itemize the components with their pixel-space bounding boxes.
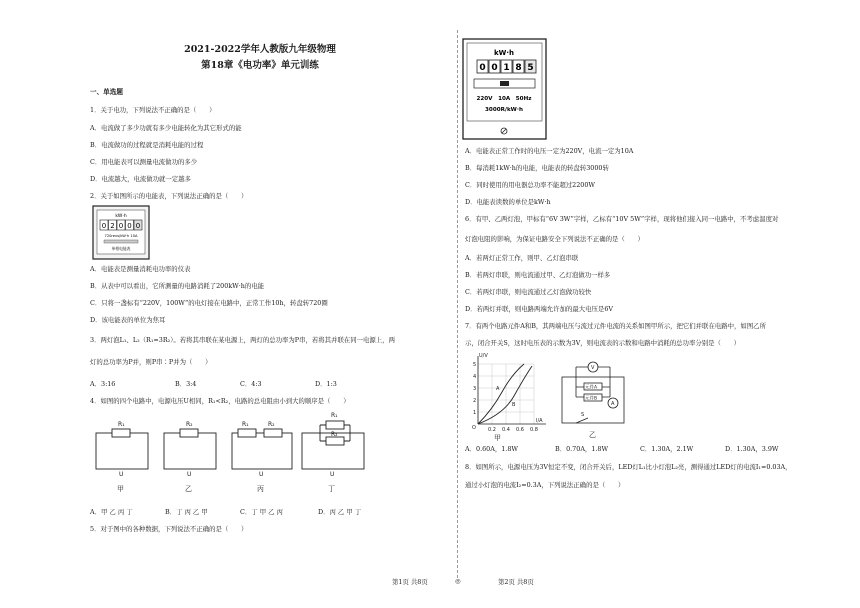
section-heading: 一、单选题 — [90, 88, 123, 96]
q1-option-a: A．电流做了多少功就有多少电能转化为其它形式的能 — [90, 124, 242, 132]
curve-b-label: B — [512, 402, 516, 408]
question-6: 6．有甲、乙两灯泡，甲标有“6V 3W”字样，乙标有“10V 5W”字样，现将他们接入同一电路中，不考虑温度对 — [465, 215, 779, 223]
meter-large-digit: 5 — [527, 63, 534, 73]
ammeter-label: A — [611, 401, 615, 407]
footer-page-left: 第1页 共8页 — [392, 578, 428, 586]
graph-ylabel: U/V — [479, 353, 488, 359]
q4-circuits-figure — [88, 405, 388, 501]
label-r2: R₂ — [268, 421, 275, 428]
q3-option-c: C．4:3 — [240, 380, 262, 388]
q6-option-b: B．若两灯串联，则电流通过甲、乙灯泡做功一样多 — [465, 271, 611, 279]
q5-option-c: C．同时使用的用电器总功率不能超过2200W — [465, 181, 595, 189]
graph-ytick: 1 — [473, 410, 477, 416]
question-6-cont: 灯泡电阻的影响，为保证电路安全下列说法不正确的是（ ） — [465, 235, 644, 243]
graph-origin: O — [472, 425, 476, 431]
graph-xtick: 0.4 — [502, 427, 510, 433]
meter-small-digit: 0 — [127, 222, 132, 230]
circuit-caption-ding: 丁 — [328, 485, 335, 493]
circuit-u: U — [330, 471, 335, 478]
element-a-label: 元件A — [585, 385, 598, 391]
meter-large-unit: kW·h — [493, 49, 515, 57]
meter-small-label: 单相电能表 — [111, 246, 131, 251]
circuit-u: U — [119, 471, 124, 478]
voltmeter-label: V — [591, 365, 595, 371]
meter-large-digit: 1 — [503, 63, 510, 73]
meter-large-digit: 0 — [491, 63, 498, 73]
circuit-caption-jia: 甲 — [117, 485, 124, 493]
q5-option-d: D．电能表读数的单位是kW·h — [465, 198, 551, 206]
meter-small-spec: 720revs/kW·h 10A — [104, 234, 138, 238]
footer-page-right: 第2页 共8页 — [498, 578, 534, 586]
curve-a — [478, 364, 524, 424]
q2-option-c: C．只将一盏标有“220V，100W”的电灯接在电路中，正常工作10h，转盘转720圈 — [90, 299, 328, 307]
q7-graph-jia — [466, 350, 551, 442]
graph-ytick: 4 — [473, 374, 477, 380]
meter-small-digits — [100, 220, 142, 230]
element-b-label: 元件B — [585, 396, 598, 402]
meter-small-unit: kW·h — [115, 214, 127, 219]
q7-option-b: B．0.70A，1.8W — [555, 445, 609, 453]
q4-option-b: B．丁 丙 乙 甲 — [165, 508, 208, 516]
question-4: 4．如图的四个电路中，电源电压U相同，R₁<R₂，电路的总电阻由小到大的顺序是（ ） — [90, 397, 350, 405]
label-r2: R₂ — [331, 431, 338, 438]
q5-option-a: A．电能表正常工作时的电压一定为220V，电流一定为10A — [465, 147, 634, 155]
meter-small-digit: 2 — [110, 222, 115, 230]
meter-large-spec: 220V 10A 50Hz — [476, 96, 532, 102]
q1-option-b: B．电流做功的过程就是消耗电能的过程 — [90, 141, 204, 149]
q3-option-b: B．3:4 — [175, 380, 197, 388]
meter-large-rev: 3000R/kW·h — [485, 107, 523, 113]
meter-small-disc — [104, 240, 138, 243]
graph-xtick: 0.8 — [530, 427, 538, 433]
question-3: 3．两灯泡L₁、L₂（R₁=3R₂）。若将其串联在某电源上，两灯的总功率为P串，若将其并联在同一电源上，两 — [90, 336, 395, 344]
question-2: 2．关于如图所示的电能表，下列说法正确的是（ ） — [90, 192, 248, 200]
graph-xlabel: I/A — [536, 418, 543, 424]
circuit-caption: 乙 — [589, 431, 596, 439]
label-r1: R₁ — [242, 421, 249, 428]
question-8-cont: 通过小灯泡的电流I₂=0.3A，下列说法正确的是（ ） — [465, 481, 625, 489]
q4-option-a: A．甲 乙 丙 丁 — [90, 508, 133, 516]
graph-xtick: 0.6 — [516, 427, 524, 433]
footer-center-mark: ◎ — [455, 577, 461, 585]
q7-option-a: A．0.60A，1.8W — [465, 445, 518, 453]
meter-large-digit: 0 — [479, 63, 486, 73]
page-divider — [457, 30, 458, 578]
q3-option-a: A．3:16 — [90, 380, 116, 388]
label-r1: R₁ — [331, 412, 338, 419]
graph-ytick: 3 — [473, 386, 477, 392]
graph-caption: 甲 — [494, 434, 501, 442]
q6-option-a: A．若两灯正常工作，则甲、乙灯泡串联 — [465, 254, 579, 262]
meter-small-digit: 0 — [135, 222, 141, 230]
label-r1: R₁ — [118, 421, 125, 428]
question-5: 5．对于图中的各种数据，下列说法不正确的是（ ） — [90, 525, 248, 533]
meter-small-digit: 0 — [118, 222, 124, 230]
q5-option-b: B．每消耗1kW·h的电能，电能表的转盘转3000转 — [465, 164, 609, 172]
q2-option-a: A．电能表是测量消耗电功率的仪表 — [90, 265, 191, 273]
q7-circuit-yi — [556, 355, 632, 440]
switch-label: S — [581, 412, 585, 418]
q7-option-d: D．1.30A，3.9W — [725, 445, 779, 453]
q7-option-c: C．1.30A，2.1W — [640, 445, 694, 453]
circuit-caption-yi: 乙 — [185, 485, 192, 493]
question-1: 1．关于电功，下列说法不正确的是（ ） — [90, 106, 216, 114]
doc-title-line2: 第18章《电功率》单元训练 — [201, 60, 319, 71]
energy-meter-figure-large — [462, 38, 547, 140]
q3-option-d: D．1:3 — [315, 380, 337, 388]
q4-option-d: D．丙 乙 甲 丁 — [318, 508, 362, 516]
graph-ytick: 5 — [473, 362, 477, 368]
q4-option-c: C．丁 甲 乙 丙 — [240, 508, 283, 516]
meter-large-digit: 8 — [515, 63, 522, 73]
curve-a-label: A — [496, 386, 500, 392]
question-7: 7．有两个电路元件A和B，其两端电压与流过元件电流的关系如图甲所示，把它们并联在电路中，如图乙所 — [465, 322, 766, 330]
label-r2: R₂ — [186, 421, 193, 428]
meter-small-digit: 0 — [101, 222, 107, 230]
question-7-cont: 示，闭合开关S，这时电压表的示数为3V，则电流表的示数和电路中消耗的总功率分别是（ ） — [465, 339, 741, 347]
circuit-u: U — [259, 471, 264, 478]
q1-option-d: D．电流越大，电流做功就一定越多 — [90, 175, 191, 183]
circuit-u: U — [187, 471, 192, 478]
graph-xtick: 0.2 — [488, 427, 496, 433]
graph-ytick: 2 — [473, 398, 477, 404]
q6-option-d: D．若两灯并联，则电路两端允许加的最大电压是6V — [465, 305, 614, 313]
question-8: 8．如图所示，电源电压为3V恒定不变，闭合开关后，LED灯L₁比小灯泡L₂亮，测得通过LED灯的电流I₁=0.03A， — [465, 463, 792, 471]
q2-option-d: D．该电能表的单位为焦耳 — [90, 316, 166, 324]
q6-option-c: C．若两灯串联，则电流通过乙灯泡做功较快 — [465, 288, 592, 296]
doc-title-line1: 2021-2022学年人教版九年级物理 — [184, 44, 336, 55]
q2-option-b: B．从表中可以看出，它所测量的电路消耗了200kW·h的电能 — [90, 282, 265, 290]
energy-meter-figure-small — [92, 205, 150, 260]
question-3-cont: 灯的总功率为P并，则P串∶P并为（ ） — [90, 358, 212, 366]
q1-option-c: C．用电能表可以测量电流做功的多少 — [90, 158, 198, 166]
circuit-caption-bing: 丙 — [257, 485, 264, 493]
